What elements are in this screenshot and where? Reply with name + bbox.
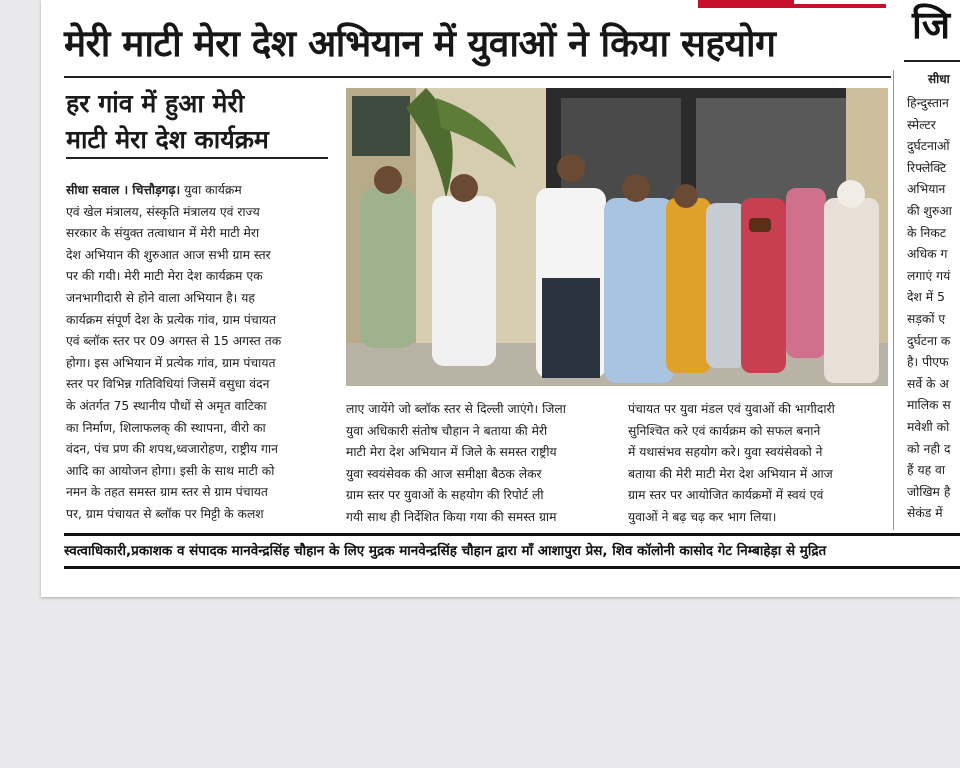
article-line: होगा। इस अभियान में प्रत्येक गांव, ग्राम पंचायत	[66, 355, 276, 370]
footer-rule-bottom	[64, 566, 960, 569]
headline-rule	[64, 76, 891, 78]
article-line: एवं ब्लॉक स्तर पर 09 अगस्त से 15 अगस्त तक	[66, 334, 282, 349]
article-column-3	[628, 399, 890, 529]
article-line: कार्यक्रम संपूर्ण देश के प्रत्येक गांव, ग्राम पंचायत	[66, 312, 277, 327]
article-line: लाए जायेंगे जो ब्लॉक स्तर से दिल्ली जाएंगे। जिला	[346, 402, 566, 416]
article-line-rest: युवा कार्यक्रम	[180, 183, 242, 197]
article-line: बताया की मेरी माटी मेरा देश अभियान में आज	[628, 466, 833, 481]
side-article-line: लगाएं गयं	[907, 268, 951, 283]
article-line: सरकार के संयुक्त तत्वाधान में मेरी माटी मेरा	[66, 226, 260, 241]
side-article-line: मालिक स	[907, 398, 951, 413]
article-line: ग्राम स्तर पर आयोजित कार्यक्रमों में स्वयं एवं	[628, 488, 824, 503]
group-photo-illustration	[346, 88, 888, 386]
side-article-line: दुर्घटनाओं	[907, 139, 950, 154]
article-line: स्तर पर विभिन्न गतिविधियां जिसमें वसुधा वंदन	[66, 377, 270, 392]
article-line: में यथासंभव सहयोग करे। युवा स्वयंसेवको ने	[628, 445, 823, 460]
side-article-rule	[904, 60, 960, 62]
side-article-line: है। पीएफ	[907, 355, 949, 370]
side-article-line: हैं यह वा	[907, 463, 946, 478]
subheadline-line-2: माटी मेरा देश कार्यक्रम	[66, 125, 269, 154]
article-line: पर, ग्राम पंचायत से ब्लॉक पर मिट्टी के कलश	[66, 506, 264, 521]
article-line: जनभागीदारी से होने वाला अभियान है। यह	[66, 290, 255, 305]
article-line	[66, 180, 328, 202]
article-line: देश अभियान की शुरुआत आज सभी ग्राम स्तर	[66, 247, 271, 262]
article-line: के अंतर्गत 75 स्थानीय पौधों से अमृत वाटिका	[66, 398, 267, 413]
article-line: नमन के तहत समस्त ग्राम स्तर से ग्राम पंचायत	[66, 485, 268, 500]
side-article-line: देश में 5	[907, 290, 945, 305]
side-article-line: रिफ्लेक्टि	[907, 160, 947, 175]
side-article-line: अभियान	[907, 182, 946, 197]
news-photo	[346, 88, 888, 386]
side-article-line: सर्वे के अ	[907, 376, 949, 391]
article-line: ग्राम स्तर पर युवाओं के सहयोग की रिपोर्ट ली	[346, 488, 544, 503]
article-column-1	[66, 180, 328, 526]
headline: मेरी माटी मेरा देश अभियान में युवाओं ने किया सहयोग	[64, 22, 776, 65]
subheadline	[66, 86, 328, 158]
article-line: युवाओं ने बढ़ चढ़ कर भाग लिया।	[628, 509, 777, 524]
side-article-line: अधिक ग	[907, 247, 948, 262]
side-article-title: जि	[912, 3, 951, 47]
article-line: का निर्माण, शिलाफलक् की स्थापना, वीरो का	[66, 420, 266, 435]
side-article-line: के निकट	[907, 225, 947, 240]
subheadline-rule	[66, 157, 328, 159]
article-line: युवा अधिकारी संतोष चौहान ने बताया की मेरी	[346, 423, 548, 438]
side-article-line: को नही द	[907, 441, 951, 456]
dateline: सीधा सवाल । चित्तौड़गढ़।	[66, 183, 181, 197]
side-article-line: दुर्घटना क	[907, 333, 951, 348]
side-article-line: सड़कों ए	[907, 311, 946, 326]
side-article-line: जोखिम है	[907, 484, 951, 499]
article-line: गयी साथ ही निर्देशित किया गया की समस्त ग्राम	[346, 509, 557, 524]
article-line: युवा स्वयंसेवक की आज समीक्षा बैठक लेकर	[346, 466, 542, 481]
top-color-strip	[698, 0, 886, 8]
side-article-line: सेकंड में	[907, 506, 943, 521]
article-line: पंचायत पर युवा मंडल एवं युवाओं की भागीदारी	[628, 402, 835, 416]
subheadline-line-1: हर गांव में हुआ मेरी	[66, 89, 245, 118]
article-line: आदि का आयोजन होगा। इसी के साथ माटी को	[66, 463, 275, 478]
top-strip-gap	[794, 0, 886, 4]
article-line: पर की गयी। मेरी माटी मेरा देश कार्यक्रम एक	[66, 269, 263, 284]
column-divider	[893, 70, 894, 530]
side-article-body	[907, 93, 952, 525]
article-line: एवं खेल मंत्रालय, संस्कृति मंत्रालय एवं राज्य	[66, 204, 260, 219]
article-column-2	[346, 399, 610, 529]
imprint-footer: स्वत्वाधिकारी,प्रकाशक व संपादक मानवेन्द्रसिंह चौहान के लिए मुद्रक मानवेन्द्रसिंह चौहान द्वारा माँ आशापुरा प्रेस, शिव कॉलोनी कासोद गेट निम्बाहेड़ा से मुद्रित	[64, 543, 827, 559]
side-article	[900, 0, 960, 540]
side-article-line: स्मेल्टर	[907, 117, 936, 132]
side-article-line: मवेशी को	[907, 419, 950, 434]
article-line: सुनिश्चित करे एवं कार्यक्रम को सफल बनाने	[628, 423, 821, 438]
side-article-line: की शुरुआ	[907, 203, 952, 218]
side-article-line: हिन्दुस्तान	[907, 96, 949, 110]
article-line: वंदन, पंच प्रण की शपथ,ध्वजारोहण, राष्ट्रीय गान	[66, 442, 278, 457]
footer-rule-top	[64, 533, 960, 536]
article-line: माटी मेरा देश अभियान में जिले के समस्त राष्ट्रीय	[346, 445, 557, 460]
side-article-byline: सीधा	[928, 72, 950, 86]
